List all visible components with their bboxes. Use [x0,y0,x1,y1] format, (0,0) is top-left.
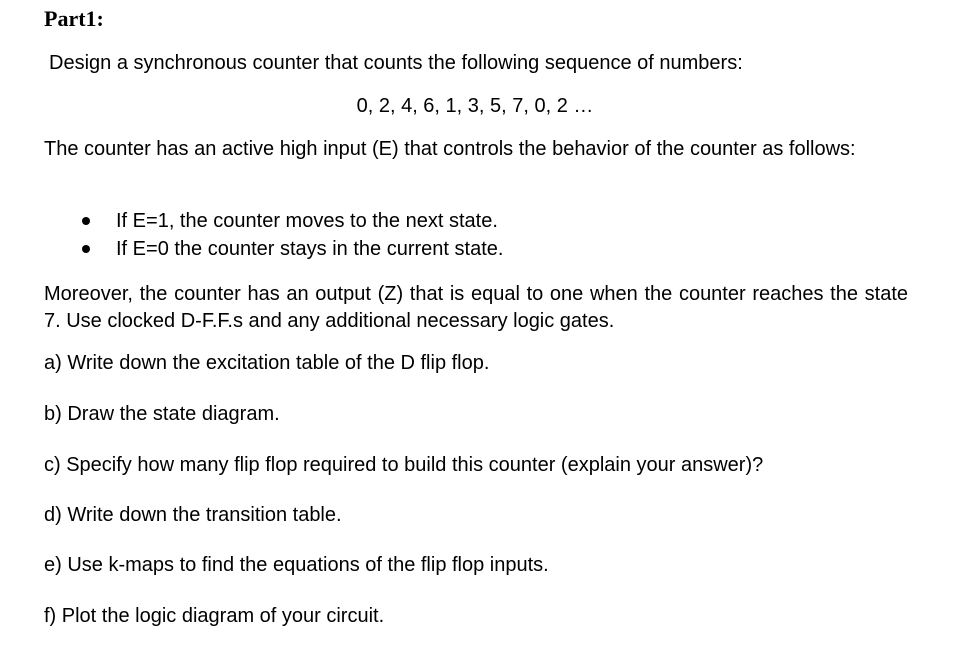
output-description-paragraph: Moreover, the counter has an output (Z) that is equal to one when the counter reaches the state 7. Use clocked D-F.F.s and any additional necessary logic gates. [44,283,908,332]
question-a: a) Write down the excitation table of the D flip flop. [44,352,490,374]
bullet-dot-icon [82,245,90,253]
number-sequence: 0, 2, 4, 6, 1, 3, 5, 7, 0, 2 … [356,95,594,117]
bullet-text: If E=0 the counter stays in the current state. [116,238,504,260]
intro-text: Design a synchronous counter that counts the following sequence of numbers: [49,52,743,74]
question-b: b) Draw the state diagram. [44,403,280,425]
input-description-paragraph: The counter has an active high input (E) that controls the behavior of the counter as follows: [44,138,856,160]
question-f: f) Plot the logic diagram of your circuit. [44,605,385,627]
bullet-text: If E=1, the counter moves to the next state. [116,210,498,232]
question-e: e) Use k-maps to find the equations of the flip flop inputs. [44,554,549,576]
question-d: d) Write down the transition table. [44,504,342,526]
question-c: c) Specify how many flip flop required to build this counter (explain your answer)? [44,454,764,476]
part-heading: Part1: [44,6,104,31]
bullet-dot-icon [82,217,90,225]
